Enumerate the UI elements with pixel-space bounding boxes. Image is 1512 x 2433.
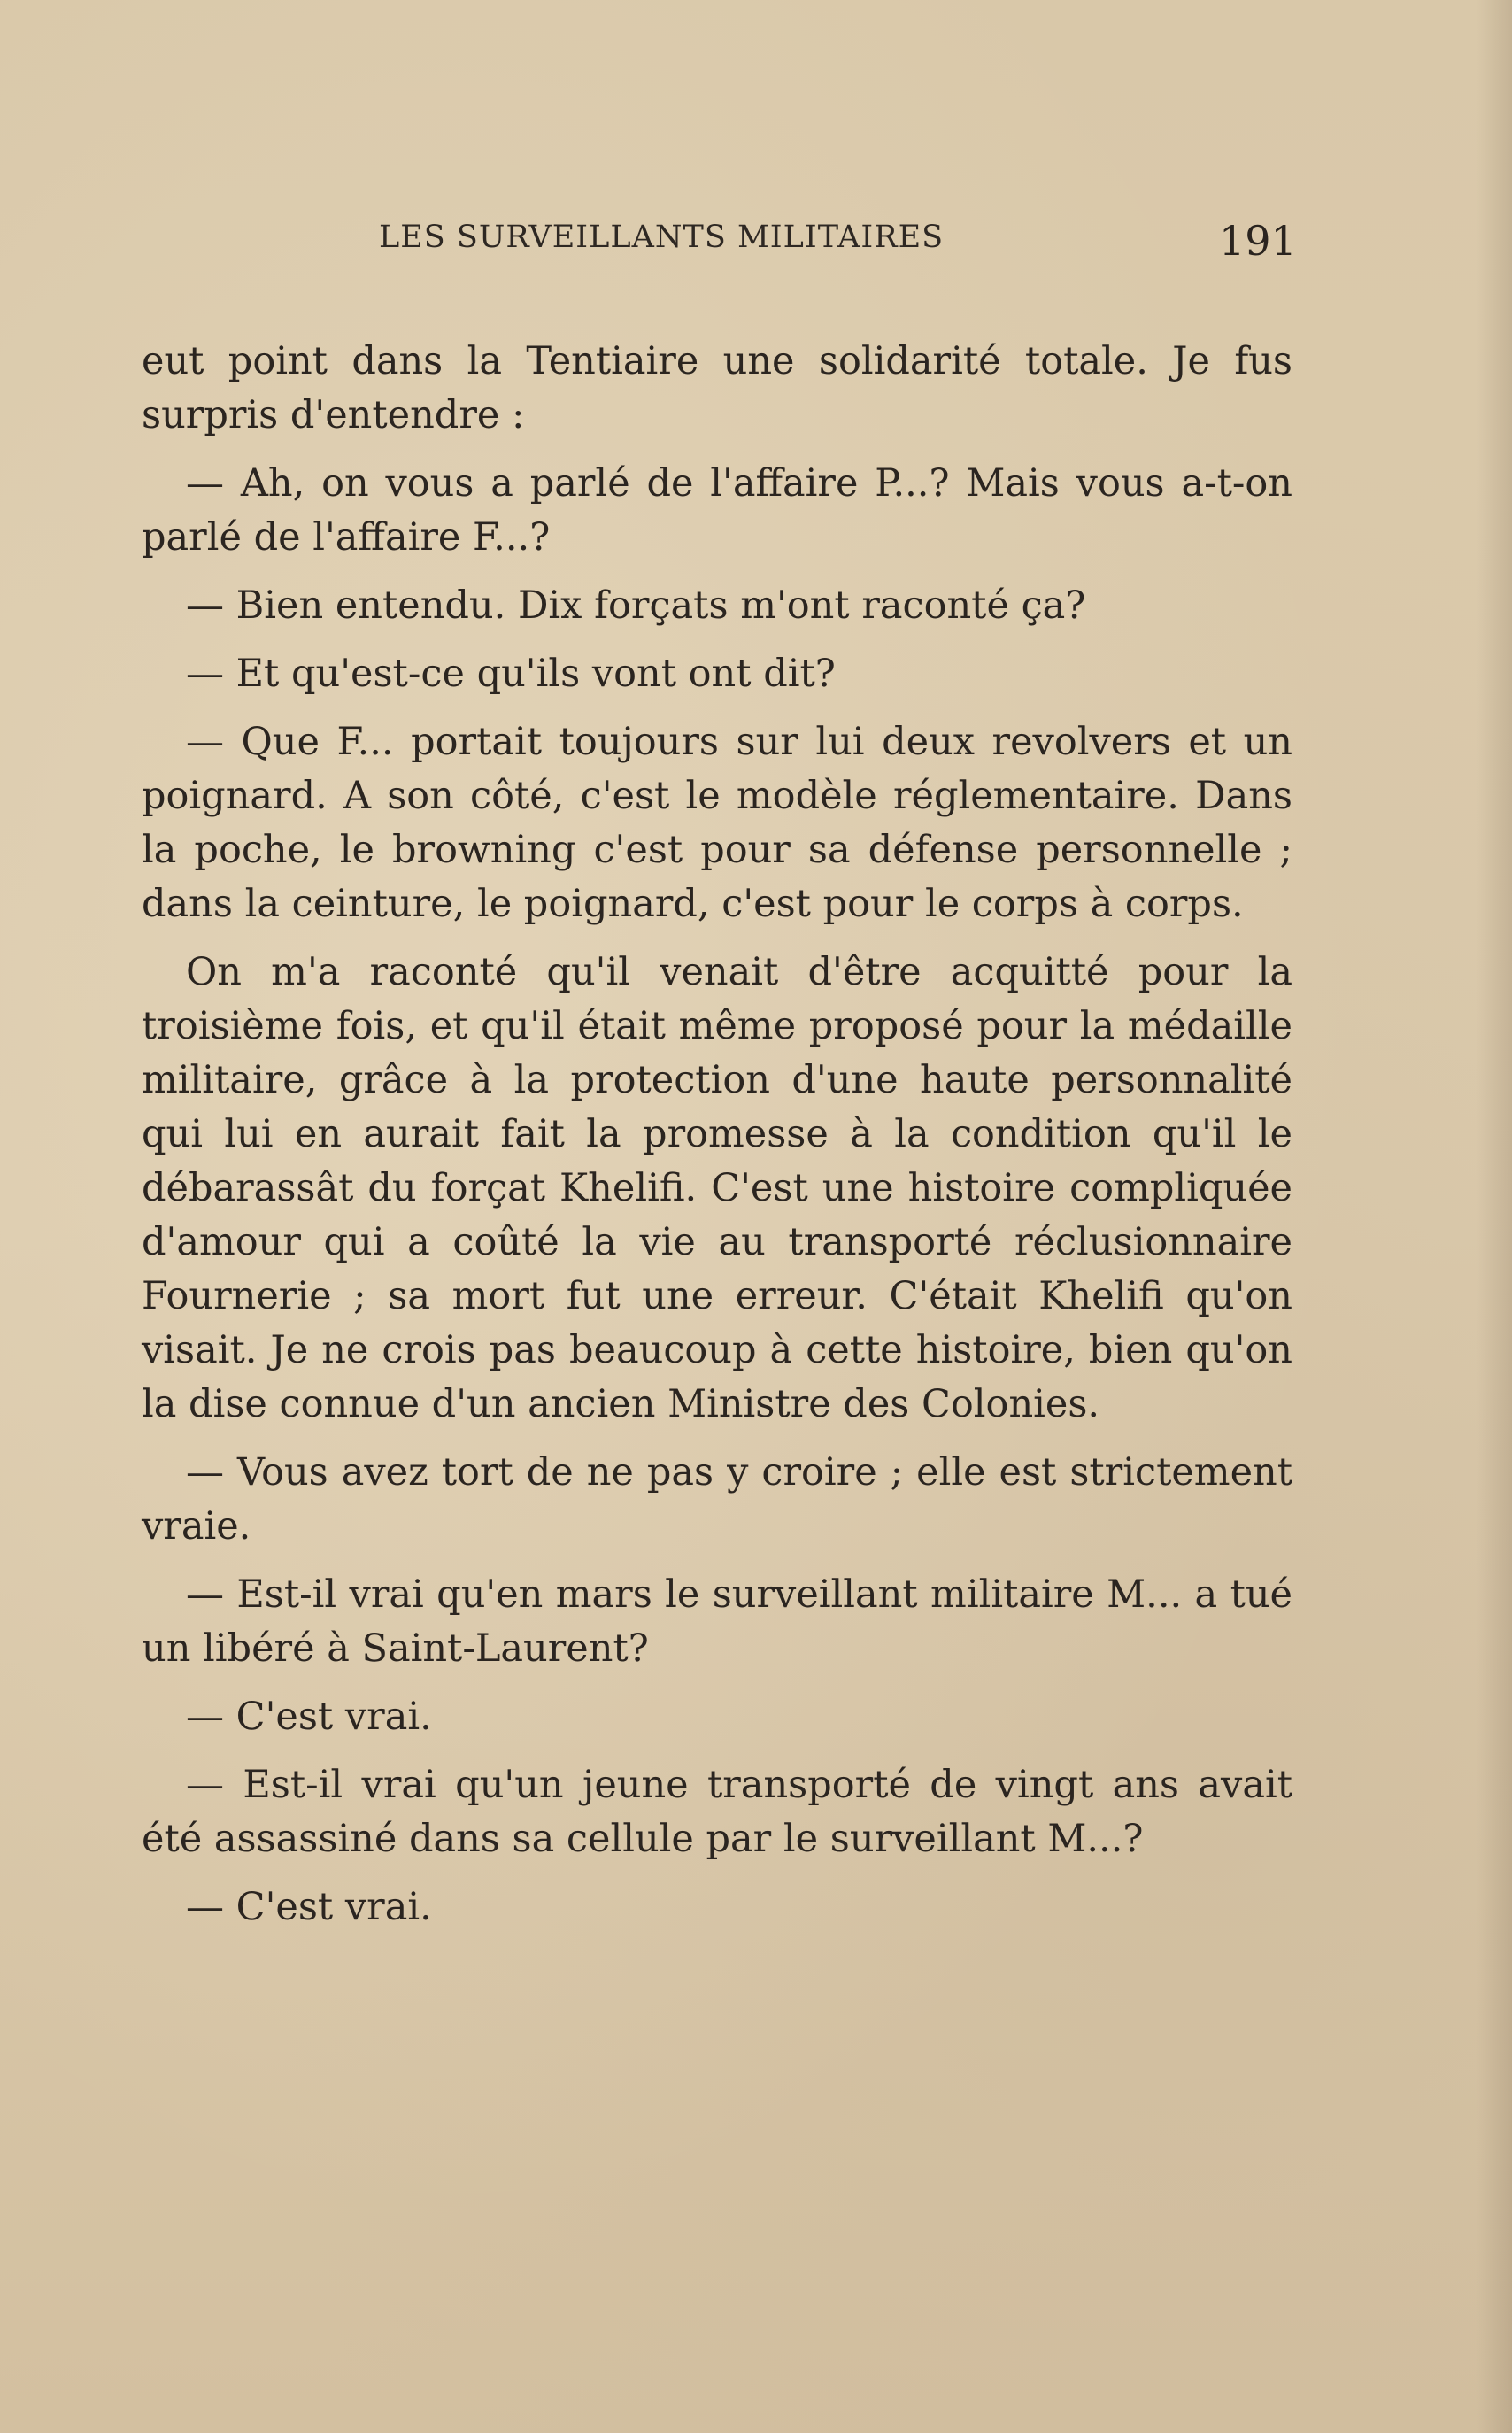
paragraph: — Que F... portait toujours sur lui deux revolvers et un poignard. A son côté, c'est le modèle réglementaire. Dans la poche, le browning c'est pour sa défense personnelle ; dans la ceinture, le poignard, c'est pour le corps à corps. bbox=[142, 720, 1292, 926]
paragraph: — Est-il vrai qu'en mars le surveillant militaire M... a tué un libéré à Saint-Laurent? bbox=[142, 1572, 1292, 1671]
paragraph: — Est-il vrai qu'un jeune transporté de vingt ans avait été assassiné dans sa cellule par le surveillant M...? bbox=[142, 1763, 1292, 1861]
paragraph: On m'a raconté qu'il venait d'être acquitté pour la troisième fois, et qu'il était même proposé pour la médaille militaire, grâce à la protection d'une haute personnalité qui lui en aurait fait la promesse à la condition qu'il le débarassât du forçat Khelifi. C'est une histoire compliquée d'amour qui a coûté la vie au transporté réclusionnaire Fournerie ; sa mort fut une erreur. C'était Khelifi qu'on visait. Je ne crois pas beaucoup à cette histoire, bien qu'on la dise connue d'un ancien Ministre des Colonies. bbox=[142, 950, 1292, 1426]
paragraph: — Vous avez tort de ne pas y croire ; elle est strictement vraie. bbox=[142, 1450, 1292, 1549]
page-edge-shadow bbox=[1477, 0, 1512, 2433]
running-head: LES SURVEILLANTS MILITAIRES bbox=[379, 220, 945, 255]
paragraph: — Ah, on vous a parlé de l'affaire P...? Mais vous a-t-on parlé de l'affaire F...? bbox=[142, 461, 1292, 560]
paragraph: — C'est vrai. bbox=[186, 1885, 432, 1929]
page-number: 191 bbox=[1219, 217, 1297, 265]
paragraph: — Et qu'est-ce qu'ils vont ont dit? bbox=[186, 652, 836, 696]
paragraph: — Bien entendu. Dix forçats m'ont raconté ça? bbox=[186, 583, 1086, 628]
body-text bbox=[142, 335, 1292, 1935]
paragraph: eut point dans la Tentiaire une solidarité totale. Je fus surpris d'entendre : bbox=[142, 339, 1292, 437]
paragraph: — C'est vrai. bbox=[186, 1695, 432, 1739]
